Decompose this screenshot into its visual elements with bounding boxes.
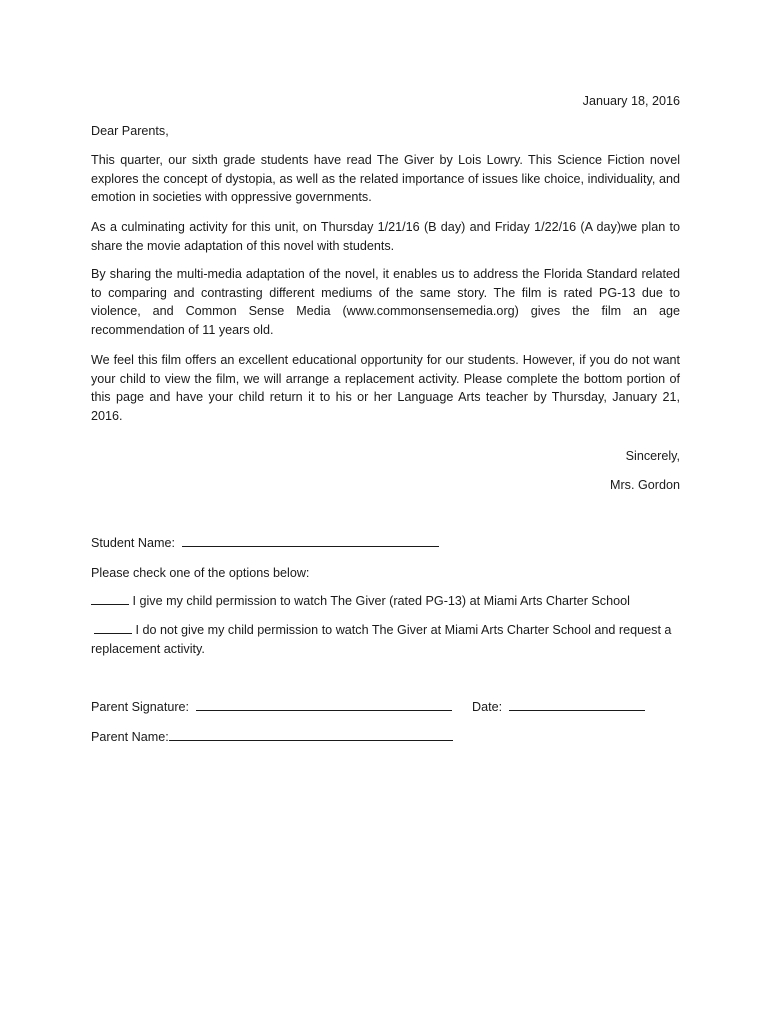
parent-name-field[interactable] bbox=[169, 728, 453, 741]
date-label: Date: bbox=[472, 700, 503, 714]
parent-name-row bbox=[91, 728, 680, 747]
student-name-row bbox=[91, 534, 680, 553]
paragraph-permission: We feel this film offers an excellent educational opportunity for our students. However, if you do not want your child to view the film, we will arrange a replacement activity. Please complete the bottom portion of this page and have your child return it to his or her Language Arts teacher by Thursday, January 21, 2016. bbox=[91, 353, 680, 423]
paragraph-activity: As a culminating activity for this unit, on Thursday 1/21/16 (B day) and Friday 1/22/16 (A day)we plan to share the movie adaptation of this novel with students. bbox=[91, 220, 680, 253]
parent-signature-row bbox=[91, 698, 651, 717]
parent-name-label: Parent Name: bbox=[91, 730, 169, 744]
paragraph-standard: By sharing the multi-media adaptation of the novel, it enables us to address the Florida Standard related to comparing and contrasting different mediums of the same story. The film is rated PG-13 due to violence, and Common Sense Media (www.commonsensemedia.org) gives the film an age recommendation of 11 years old. bbox=[91, 267, 680, 337]
option-deny-row bbox=[91, 621, 680, 658]
date-field[interactable] bbox=[509, 698, 645, 711]
student-name-label: Student Name: bbox=[91, 536, 176, 550]
signer-name: Mrs. Gordon bbox=[610, 478, 680, 492]
options-instructions: Please check one of the options below: bbox=[91, 566, 310, 580]
option-permit-text: I give my child permission to watch The Giver (rated PG-13) at Miami Arts Charter School bbox=[132, 594, 630, 608]
parent-signature-field[interactable] bbox=[196, 698, 452, 711]
paragraph-intro: This quarter, our sixth grade students have read The Giver by Lois Lowry. This Science Fiction novel explores the concept of dystopia, as well as the related importance of issues like choice, individuality, and emotion in societies with oppressive governments. bbox=[91, 153, 680, 205]
closing: Sincerely, bbox=[625, 449, 680, 463]
option-permit-row bbox=[91, 592, 680, 611]
student-name-field[interactable] bbox=[182, 534, 439, 547]
parent-signature-label: Parent Signature: bbox=[91, 700, 190, 714]
option-deny-blank[interactable] bbox=[94, 621, 132, 634]
greeting: Dear Parents, bbox=[91, 124, 169, 138]
option-deny-text: I do not give my child permission to watch The Giver at Miami Arts Charter School and request a replacement activity. bbox=[91, 623, 672, 656]
option-permit-blank[interactable] bbox=[91, 592, 129, 605]
letter-date: January 18, 2016 bbox=[582, 94, 680, 108]
